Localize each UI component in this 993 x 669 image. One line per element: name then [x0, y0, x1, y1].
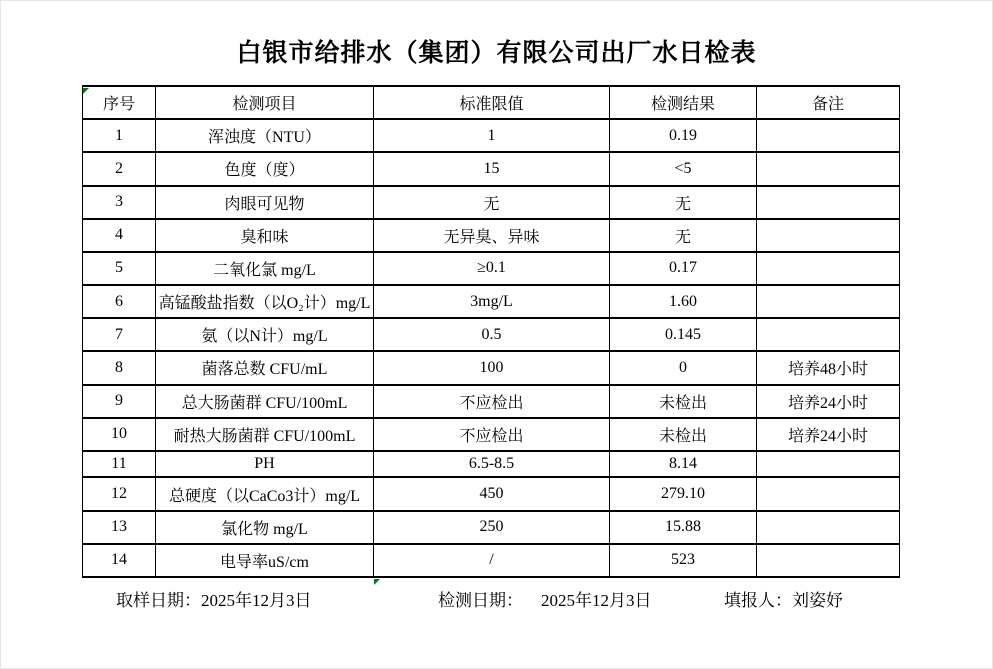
cell-note	[757, 252, 900, 285]
cell-limit: 无	[374, 186, 610, 219]
cell-no: 1	[83, 119, 156, 152]
cell-result: 无	[610, 219, 757, 252]
cell-result: 15.88	[610, 511, 757, 544]
cell-no: 6	[83, 285, 156, 318]
test-date	[438, 586, 652, 611]
cell-result: 1.60	[610, 285, 757, 318]
table-row	[83, 119, 900, 152]
table-row	[83, 511, 900, 544]
cell-item: 臭和味	[156, 219, 374, 252]
header-cell-item: 检测项目	[156, 86, 374, 119]
cell-item: 高锰酸盐指数（以O₂计）mg/L	[156, 285, 374, 318]
cell-note	[757, 152, 900, 185]
cell-note: 培养48小时	[757, 351, 900, 384]
cell-limit: 450	[374, 477, 610, 510]
table-row	[83, 477, 900, 510]
cell-note	[757, 544, 900, 577]
reporter-value: 刘姿妤	[792, 591, 843, 610]
header-cell-note: 备注	[757, 86, 900, 119]
cell-item: 氯化物 mg/L	[156, 511, 374, 544]
reporter	[724, 586, 843, 611]
cell-result: 未检出	[610, 418, 757, 451]
cell-limit: ≥0.1	[374, 252, 610, 285]
cell-note	[757, 186, 900, 219]
cell-item: 二氧化氯 mg/L	[156, 252, 374, 285]
cell-error-indicator-icon	[374, 579, 380, 585]
cell-result: 无	[610, 186, 757, 219]
sampling-date-value: 2025年12月3日	[201, 591, 312, 610]
cell-limit: /	[374, 544, 610, 577]
cell-item: 氨（以N计）mg/L	[156, 318, 374, 351]
cell-result: 279.10	[610, 477, 757, 510]
cell-note	[757, 219, 900, 252]
cell-result: 0.145	[610, 318, 757, 351]
cell-limit: 15	[374, 152, 610, 185]
cell-note	[757, 451, 900, 478]
cell-limit: 3mg/L	[374, 285, 610, 318]
header-cell-result: 检测结果	[610, 86, 757, 119]
cell-limit: 不应检出	[374, 418, 610, 451]
cell-limit: 250	[374, 511, 610, 544]
cell-item: 耐热大肠菌群 CFU/100mL	[156, 418, 374, 451]
cell-no: 4	[83, 219, 156, 252]
header-cell-no: 序号	[83, 86, 156, 119]
cell-no: 10	[83, 418, 156, 451]
cell-note	[757, 511, 900, 544]
cell-no: 9	[83, 385, 156, 418]
cell-item: 电导率uS/cm	[156, 544, 374, 577]
header-cell-limit: 标准限值	[374, 86, 610, 119]
cell-error-indicator-icon	[83, 88, 89, 94]
table-row	[83, 451, 900, 478]
cell-result: 8.14	[610, 451, 757, 478]
cell-note	[757, 285, 900, 318]
cell-note: 培养24小时	[757, 418, 900, 451]
cell-result: 523	[610, 544, 757, 577]
cell-result: 0.19	[610, 119, 757, 152]
cell-no: 14	[83, 544, 156, 577]
cell-no: 5	[83, 252, 156, 285]
cell-note	[757, 119, 900, 152]
test-date-label: 检测日期：	[438, 591, 523, 610]
cell-no: 12	[83, 477, 156, 510]
cell-no: 2	[83, 152, 156, 185]
sampling-date	[116, 586, 312, 611]
table-row	[83, 418, 900, 451]
reporter-label: 填报人：	[724, 591, 792, 610]
inspection-table	[82, 85, 900, 578]
sampling-date-label: 取样日期：	[116, 591, 201, 610]
cell-limit: 1	[374, 119, 610, 152]
table-header-row	[83, 86, 900, 119]
table-row	[83, 219, 900, 252]
table-row	[83, 544, 900, 577]
test-date-value: 2025年12月3日	[541, 591, 652, 610]
cell-result: 0	[610, 351, 757, 384]
cell-item: 肉眼可见物	[156, 186, 374, 219]
cell-limit: 不应检出	[374, 385, 610, 418]
table-row	[83, 318, 900, 351]
table-row	[83, 152, 900, 185]
cell-item: 总大肠菌群 CFU/100mL	[156, 385, 374, 418]
cell-limit: 0.5	[374, 318, 610, 351]
cell-item: 色度（度）	[156, 152, 374, 185]
cell-result: 未检出	[610, 385, 757, 418]
cell-note	[757, 477, 900, 510]
cell-result: 0.17	[610, 252, 757, 285]
cell-note	[757, 318, 900, 351]
cell-no: 8	[83, 351, 156, 384]
table-row	[83, 186, 900, 219]
cell-item: 浑浊度（NTU）	[156, 119, 374, 152]
cell-note: 培养24小时	[757, 385, 900, 418]
page-title: 白银市给排水（集团）有限公司出厂水日检表	[236, 40, 757, 67]
cell-result: <5	[610, 152, 757, 185]
cell-limit: 无异臭、异味	[374, 219, 610, 252]
cell-no: 11	[83, 451, 156, 478]
table-row	[83, 351, 900, 384]
cell-limit: 6.5-8.5	[374, 451, 610, 478]
table-row	[83, 285, 900, 318]
cell-item: PH	[156, 451, 374, 478]
cell-limit: 100	[374, 351, 610, 384]
cell-no: 3	[83, 186, 156, 219]
table-row	[83, 252, 900, 285]
cell-no: 13	[83, 511, 156, 544]
cell-item: 总硬度（以CaCo3计）mg/L	[156, 477, 374, 510]
table-row	[83, 385, 900, 418]
cell-item: 菌落总数 CFU/mL	[156, 351, 374, 384]
cell-no: 7	[83, 318, 156, 351]
